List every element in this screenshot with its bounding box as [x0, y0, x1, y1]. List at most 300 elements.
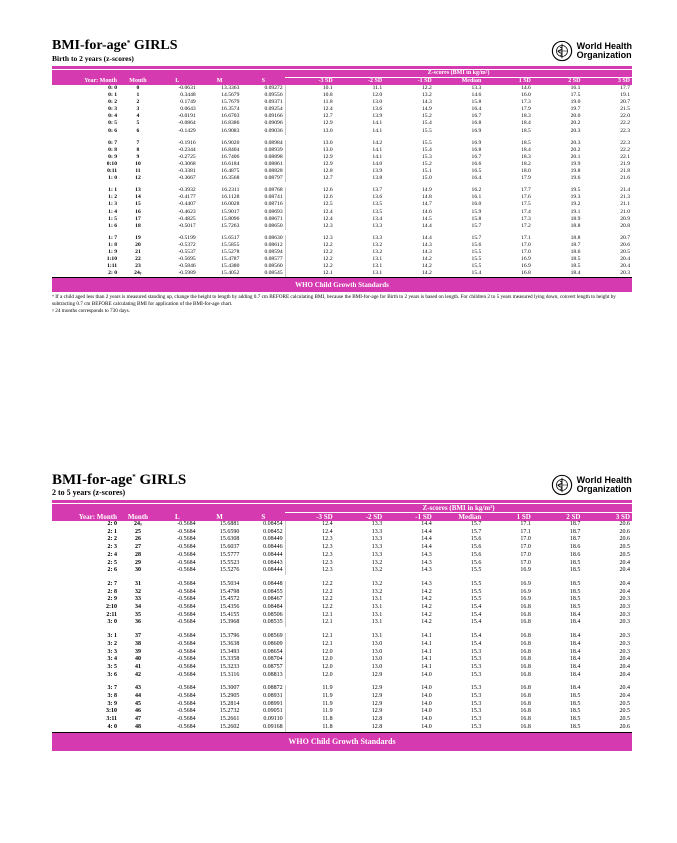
table-cell: 2: 8 — [107, 588, 118, 595]
table-row — [52, 656, 632, 664]
column-header: Median — [461, 78, 482, 84]
table-cell: -0.5684 — [177, 640, 196, 647]
table-row — [52, 567, 632, 575]
table-cell: 12.2 — [421, 85, 432, 91]
table-cell: 16.8 — [520, 656, 531, 663]
table-cell: 14.2 — [421, 263, 432, 270]
table-cell: 29 — [134, 559, 141, 566]
table-cell: 14.1 — [421, 633, 432, 640]
table-cell: 13.1 — [335, 270, 385, 278]
table-cell: 17.9 — [521, 106, 531, 113]
table-cell: -0.3932 — [178, 187, 196, 194]
table-cell: 1 — [136, 92, 140, 99]
table-cell: 0.08757 — [263, 663, 283, 670]
table-cell: 15.3 — [470, 671, 482, 678]
table-cell: 16.9 — [471, 139, 482, 146]
table-cell: 21.9 — [620, 160, 630, 167]
table-cell: 11.9 — [285, 693, 335, 701]
table-cell: 42 — [134, 671, 141, 678]
table-cell: 15.6 — [470, 559, 482, 566]
table-cell: 16.8 — [520, 633, 531, 640]
table-cell: 0.08577 — [264, 256, 283, 263]
table-cell: 16.8 — [520, 611, 531, 618]
table-cell: 13.2 — [371, 559, 383, 566]
table-cell: -0.5684 — [177, 633, 196, 640]
table-cell: 15.7679 — [221, 99, 240, 106]
table-cell: 14.9 — [421, 187, 432, 194]
table-cell: 0: 9 — [108, 153, 118, 160]
table-cell: 15.3 — [470, 648, 482, 655]
table-cell: 18.7 — [569, 521, 581, 527]
footnote-1-text: If a child aged less than 2 years is measured standing up, change the height to length by adding 0.7 cm BEFORE calculating BMI, because the BMI-for-age for Birth to 2 years is based on length. For children 2 to 5 years measured lying down, convert length to height by subtracting 0.7 cm BEFORE calculating BMI for application of the BMI-for-age chart. — [52, 294, 616, 307]
column-header: 3 SD — [617, 78, 630, 84]
table-cell: 21.4 — [620, 187, 630, 194]
table-cell: 13.0 — [285, 147, 335, 154]
table-cell: 13.2 — [421, 92, 432, 99]
table-cell: 12.0 — [285, 672, 335, 680]
table-row — [52, 612, 632, 620]
table-cell: 20.9 — [620, 215, 630, 222]
table-cell: 15.8 — [471, 99, 482, 106]
table-cell: 1: 2 — [108, 194, 118, 201]
table-cell: 20.6 — [582, 724, 632, 732]
table-cell: 18.5 — [533, 724, 583, 732]
table-cell: 15.3 — [470, 693, 482, 700]
table-cell: 13.1 — [371, 619, 383, 626]
table-cell: 0: 8 — [108, 146, 118, 153]
table-cell: 18.5 — [570, 256, 581, 263]
column-header: Median — [458, 513, 482, 521]
table-cell: 14.5679 — [221, 92, 240, 99]
table-row — [52, 552, 632, 560]
table-cell: 16.8 — [520, 693, 531, 700]
table-cell: 12.9 — [285, 120, 335, 127]
table-cell: 12.3 — [285, 536, 335, 544]
table-cell: 20.4 — [619, 685, 630, 692]
table-row — [52, 242, 632, 249]
table-cell: 0:10 — [106, 160, 118, 167]
table-cell: 15.5 — [470, 588, 482, 595]
table-cell: -0.4825 — [178, 215, 196, 222]
table-cell: -0.5989 — [157, 270, 198, 278]
table-cell: 15.6 — [470, 536, 482, 543]
table-cell: 17.6 — [521, 194, 531, 201]
table-cell: 0.0643 — [180, 106, 196, 113]
table-cell: 20.4 — [619, 671, 630, 678]
table-cell: -0.3667 — [178, 175, 196, 182]
table-cell: 18.7 — [569, 528, 581, 535]
table-cell: 13.5 — [372, 208, 383, 215]
table-header — [52, 70, 632, 85]
table-cell: 13.2 — [371, 580, 383, 587]
table-cell: 15 — [135, 201, 141, 208]
table-cell: -0.5684 — [157, 724, 198, 732]
page-title — [52, 38, 632, 54]
table-cell: 0: 6 — [108, 127, 118, 134]
table-row — [52, 263, 632, 270]
table-cell: 15.4 — [470, 604, 482, 611]
table-row — [52, 724, 632, 732]
z-score-table — [52, 70, 632, 278]
table-cell: 4: 0 — [52, 724, 119, 732]
table-cell: 13.0 — [285, 128, 335, 135]
table-cell: 0: 1 — [108, 92, 118, 99]
table-cell: 18.4 — [569, 611, 581, 618]
table-cell: 20.0 — [570, 113, 581, 120]
table-cell: 18.5 — [569, 567, 581, 574]
table-cell: 13.3363 — [221, 85, 240, 91]
table-cell: 37 — [134, 633, 141, 640]
table-row — [52, 544, 632, 552]
table-cell: 2: 6 — [107, 567, 118, 574]
table-cell: 13.1 — [371, 596, 383, 603]
table-cell: 12.6 — [285, 194, 335, 201]
table-cell: 0.08609 — [263, 640, 283, 647]
table-cell: 0.08545 — [241, 270, 285, 278]
table-cell: 16.4 — [471, 106, 482, 113]
table-cell: 15.7 — [471, 222, 482, 229]
table-cell: 19.0 — [570, 99, 581, 106]
table-cell: 14.6 — [471, 92, 482, 99]
table-cell: 16.8 — [520, 716, 531, 723]
table-cell: 15.3007 — [219, 685, 240, 692]
table-cell: 2: 3 — [107, 544, 118, 551]
table-cell: 3: 0 — [107, 619, 118, 626]
table-cell: 15.5278 — [221, 248, 240, 255]
who-emblem-icon — [551, 40, 573, 62]
table-row — [52, 604, 632, 612]
table-cell: 44 — [134, 693, 141, 700]
column-header: -3 SD — [318, 78, 333, 84]
table-cell: 13.6 — [372, 194, 383, 201]
table-cell: 45 — [134, 700, 141, 707]
table-cell: 14.3 — [421, 248, 432, 255]
table-cell: 15.7 — [470, 521, 482, 527]
table-cell: 17.3 — [521, 215, 531, 222]
table-cell: -0.5684 — [177, 700, 196, 707]
table-cell: -0.2344 — [178, 146, 196, 153]
table-cell: 12.8 — [335, 724, 385, 732]
table-row — [52, 708, 632, 716]
table-cell: 20.3 — [570, 139, 581, 146]
table-cell: 21.6 — [620, 175, 630, 182]
title-footnote-mark: * — [132, 473, 136, 481]
table-cell: 12.9 — [371, 700, 383, 707]
table-cell: -0.4177 — [178, 194, 196, 201]
table-cell: 1: 4 — [108, 208, 118, 215]
table-cell: 3: 6 — [107, 671, 118, 678]
table-cell: 12.4 — [285, 209, 335, 216]
table-cell: 12.2 — [285, 596, 335, 604]
footnote-2-text: 24 months corresponds to 730 days. — [55, 307, 130, 314]
table-cell: 13.3 — [371, 521, 383, 527]
table-body — [52, 85, 632, 278]
table-row — [52, 270, 632, 278]
table-cell: 18.5 — [521, 139, 531, 146]
table-cell: 19.5 — [570, 187, 581, 194]
table-cell: 48 — [119, 724, 157, 732]
table-cell: 17.5 — [521, 201, 531, 208]
table-cell: 15.5 — [470, 580, 482, 587]
who-logo — [551, 474, 632, 496]
table-cell: 17.0 — [521, 248, 531, 255]
table-cell: 15.6308 — [219, 536, 240, 543]
table-row — [52, 649, 632, 657]
table-row — [52, 216, 632, 223]
table-cell: 15.6881 — [219, 521, 240, 527]
column-header: S — [261, 77, 265, 84]
table-cell: 12.3 — [285, 560, 335, 568]
table-cell: 20.3 — [619, 648, 630, 655]
table-cell: 11.8 — [285, 99, 335, 106]
table-cell: 14.2 — [421, 256, 432, 263]
table-cell: 15.5777 — [219, 551, 240, 558]
table-cell: 17.0 — [520, 536, 531, 543]
table-cell: 18.4 — [569, 663, 581, 670]
who-logo — [551, 40, 632, 62]
table-row — [52, 140, 632, 147]
column-header: -1 SD — [415, 513, 432, 521]
footnote-1: * If a child aged less than 2 years is measured standing up, change the height to length by adding 0.7 cm BEFORE calculating BMI, because the BMI-for-age for Birth to 2 years is based on length. For children 2 to 5 years measured lying down, convert length to height by subtracting 0.7 cm BEFORE calculating BMI for application of the BMI-for-age chart. — [52, 294, 616, 307]
table-row — [52, 641, 632, 649]
table-cell: 3: 1 — [107, 633, 118, 640]
table-row — [52, 201, 632, 208]
table-cell: 0.08828 — [264, 168, 283, 175]
table-cell: 14.3 — [421, 241, 432, 248]
table-cell: 14.1 — [421, 648, 432, 655]
table-cell: 20.2 — [570, 120, 581, 127]
table-cell: 0.08452 — [263, 528, 283, 535]
table-cell: 0.08704 — [263, 656, 283, 663]
table-cell: 14 — [135, 194, 141, 201]
table-cell: 15.4 — [470, 619, 482, 626]
table-cell: 3: 8 — [107, 693, 118, 700]
table-cell: 0.08768 — [264, 187, 283, 194]
table-row — [52, 209, 632, 216]
table-cell: 34 — [134, 604, 141, 611]
table-row — [52, 249, 632, 256]
table-cell: 46 — [134, 708, 141, 715]
table-row — [52, 113, 632, 120]
title-footnote-mark: * — [126, 39, 131, 47]
table-cell: 0.08797 — [264, 175, 283, 182]
table-cell: 0.09036 — [264, 127, 283, 134]
table-cell: 16.8 — [520, 619, 531, 626]
table-cell: 0.09254 — [264, 106, 283, 113]
table-cell: 2: 5 — [107, 559, 118, 566]
table-cell: -0.5684 — [177, 521, 196, 527]
table-cell: 17.1 — [520, 528, 531, 535]
table-cell: 2: 2 — [107, 536, 118, 543]
table-cell: 35 — [134, 611, 141, 618]
table-cell: 20.8 — [620, 222, 630, 229]
table-cell: 13.0 — [371, 648, 383, 655]
table-cell: 0.09371 — [264, 99, 283, 106]
table-cell: 15.3493 — [219, 648, 240, 655]
column-header: 1 SD — [518, 78, 531, 84]
table-cell: 2 — [136, 99, 140, 106]
table-cell: 1: 7 — [108, 234, 118, 241]
table-cell: 13.3 — [371, 544, 383, 551]
table-cell: -0.0631 — [178, 85, 196, 91]
table-cell: 0.08444 — [263, 551, 283, 558]
table-cell: 15.2 — [421, 160, 432, 167]
table-cell: 3:11 — [106, 716, 118, 723]
table-cell: 18.5 — [569, 588, 581, 595]
table-cell: 13.0 — [371, 663, 383, 670]
table-row — [52, 168, 632, 175]
footnotes — [52, 294, 632, 314]
table-row — [52, 536, 632, 544]
table-cell: 0:11 — [107, 168, 118, 175]
column-header: L — [174, 512, 180, 521]
table-row — [52, 560, 632, 568]
table-cell: 15.7263 — [221, 222, 240, 229]
table-cell: 12.9 — [285, 154, 335, 161]
table-cell: 20.5 — [619, 700, 630, 707]
table-cell: 3:10 — [106, 708, 118, 715]
title-sex: GIRLS — [133, 38, 178, 53]
table-cell: 14.4 — [421, 234, 432, 241]
table-cell: 14.0 — [421, 708, 432, 715]
table-cell: 11.9 — [285, 685, 335, 693]
table-cell: 15.6 — [471, 241, 482, 248]
table-cell: 14.4 — [421, 536, 432, 543]
table-cell: 15.3 — [470, 685, 482, 692]
table-cell: -0.5684 — [177, 536, 196, 543]
table-cell: 16.7 — [471, 113, 482, 120]
table-cell: 17.0 — [521, 241, 531, 248]
table-cell: -0.4623 — [178, 208, 196, 215]
table-cell: 2: 0 — [52, 270, 119, 278]
table-cell: 20.3 — [582, 270, 632, 278]
zscore-group-header: Z-scores (BMI in kg/m²) — [285, 70, 632, 78]
table-cell: 12.3 — [285, 567, 335, 575]
table-cell: 16.0 — [471, 201, 482, 208]
table-cell: 14.2 — [421, 619, 432, 626]
table-cell: 15.6 — [470, 551, 482, 558]
table-cell: 16.8 — [520, 700, 531, 707]
table-cell: 16 — [135, 208, 141, 215]
table-row — [52, 147, 632, 154]
table-cell: 16.3574 — [221, 106, 240, 113]
table-cell: 13.3 — [372, 234, 383, 241]
table-cell: 3: 5 — [107, 663, 118, 670]
table-cell: 16.7406 — [221, 153, 240, 160]
table-cell: 18.4 — [569, 619, 581, 626]
table-cell: 14.3 — [421, 99, 432, 106]
table-cell: 12.1 — [285, 641, 335, 649]
table-cell: 13.5 — [372, 201, 383, 208]
table-row — [52, 596, 632, 604]
table-cell: 14.1 — [372, 153, 383, 160]
table-cell: 2:10 — [106, 604, 118, 611]
table-cell: 15.9 — [471, 208, 482, 215]
header-spacer — [52, 504, 285, 513]
table-cell: 0.08898 — [264, 153, 283, 160]
table-cell: 39 — [134, 648, 141, 655]
table-cell: 19 — [135, 234, 141, 241]
table-cell: 22.3 — [620, 139, 630, 146]
table-cell: 0.08630 — [264, 234, 283, 241]
table-cell: 16.4 — [471, 175, 482, 182]
table-cell: 18.6 — [569, 544, 581, 551]
table-cell: 12.8 — [285, 168, 335, 175]
table-cell: 1: 9 — [108, 248, 118, 255]
table-cell: 16.2 — [471, 187, 482, 194]
table-cell: 1: 6 — [108, 222, 118, 229]
table-row — [52, 256, 632, 263]
table-body — [52, 521, 632, 732]
table-cell: 12.4 — [285, 106, 335, 113]
table-cell: 14.4 — [421, 222, 432, 229]
table-cell: 15.3 — [470, 700, 482, 707]
table-cell: 0.08654 — [263, 648, 283, 655]
table-cell: 18.7 — [569, 536, 581, 543]
table-cell: 15.4787 — [221, 256, 240, 263]
table-cell: 14.2 — [421, 588, 432, 595]
table-cell: 16.9 — [520, 567, 531, 574]
table-cell: 13 — [135, 187, 141, 194]
column-header: 2 SD — [568, 78, 581, 84]
table-cell: 0: 2 — [108, 99, 118, 106]
table-cell: 11.9 — [285, 708, 335, 716]
table-row — [52, 581, 632, 589]
table-cell: 43 — [134, 685, 141, 692]
table-cell: 11 — [135, 168, 141, 175]
table-row — [52, 693, 632, 701]
table-cell: 12.3 — [285, 544, 335, 552]
table-cell: 12.6 — [285, 187, 335, 194]
column-header: S — [261, 512, 266, 521]
column-header: -3 SD — [316, 513, 333, 521]
table-cell: 18.4 — [569, 685, 581, 692]
table-cell: -0.5684 — [177, 544, 196, 551]
table-cell: 20.4 — [619, 588, 630, 595]
table-cell: 15.6517 — [221, 234, 240, 241]
table-cell: 18.0 — [521, 168, 531, 175]
table-cell: 14.3 — [421, 580, 432, 587]
table-cell: 27 — [134, 544, 141, 551]
table-cell: 13.3 — [371, 528, 383, 535]
page-subtitle-2: 2 to 5 years (z-scores) — [52, 488, 126, 497]
table-cell: 14.1 — [372, 146, 383, 153]
table-cell: -0.5684 — [177, 716, 196, 723]
table-cell: 18.5 — [569, 604, 581, 611]
table-cell: 15.4052 — [198, 270, 242, 278]
table-cell: 16.8 — [520, 685, 531, 692]
table-cell: 12.0 — [285, 656, 335, 664]
table-cell: 20.4 — [619, 693, 630, 700]
table-cell: 19.7 — [570, 106, 581, 113]
table-cell: 16.6703 — [221, 113, 240, 120]
table-cell: 15.3233 — [219, 663, 240, 670]
table-cell: 17.0 — [520, 551, 531, 558]
table-cell: -0.5199 — [178, 234, 196, 241]
table-cell: 11.8 — [285, 716, 335, 724]
column-header: Month — [127, 512, 149, 521]
table-row — [52, 223, 632, 230]
table-cell: 13.6 — [372, 106, 383, 113]
table-cell: 0.08939 — [264, 146, 283, 153]
table-cell: 16.9 — [520, 580, 531, 587]
table-cell: 0.08454 — [263, 521, 283, 527]
table-cell: 15.5 — [470, 596, 482, 603]
table-cell: -0.5684 — [177, 580, 196, 587]
table-cell: 14.8 — [421, 194, 432, 201]
table-cell: 13.1 — [371, 633, 383, 640]
table-cell: 20.7 — [620, 234, 630, 241]
